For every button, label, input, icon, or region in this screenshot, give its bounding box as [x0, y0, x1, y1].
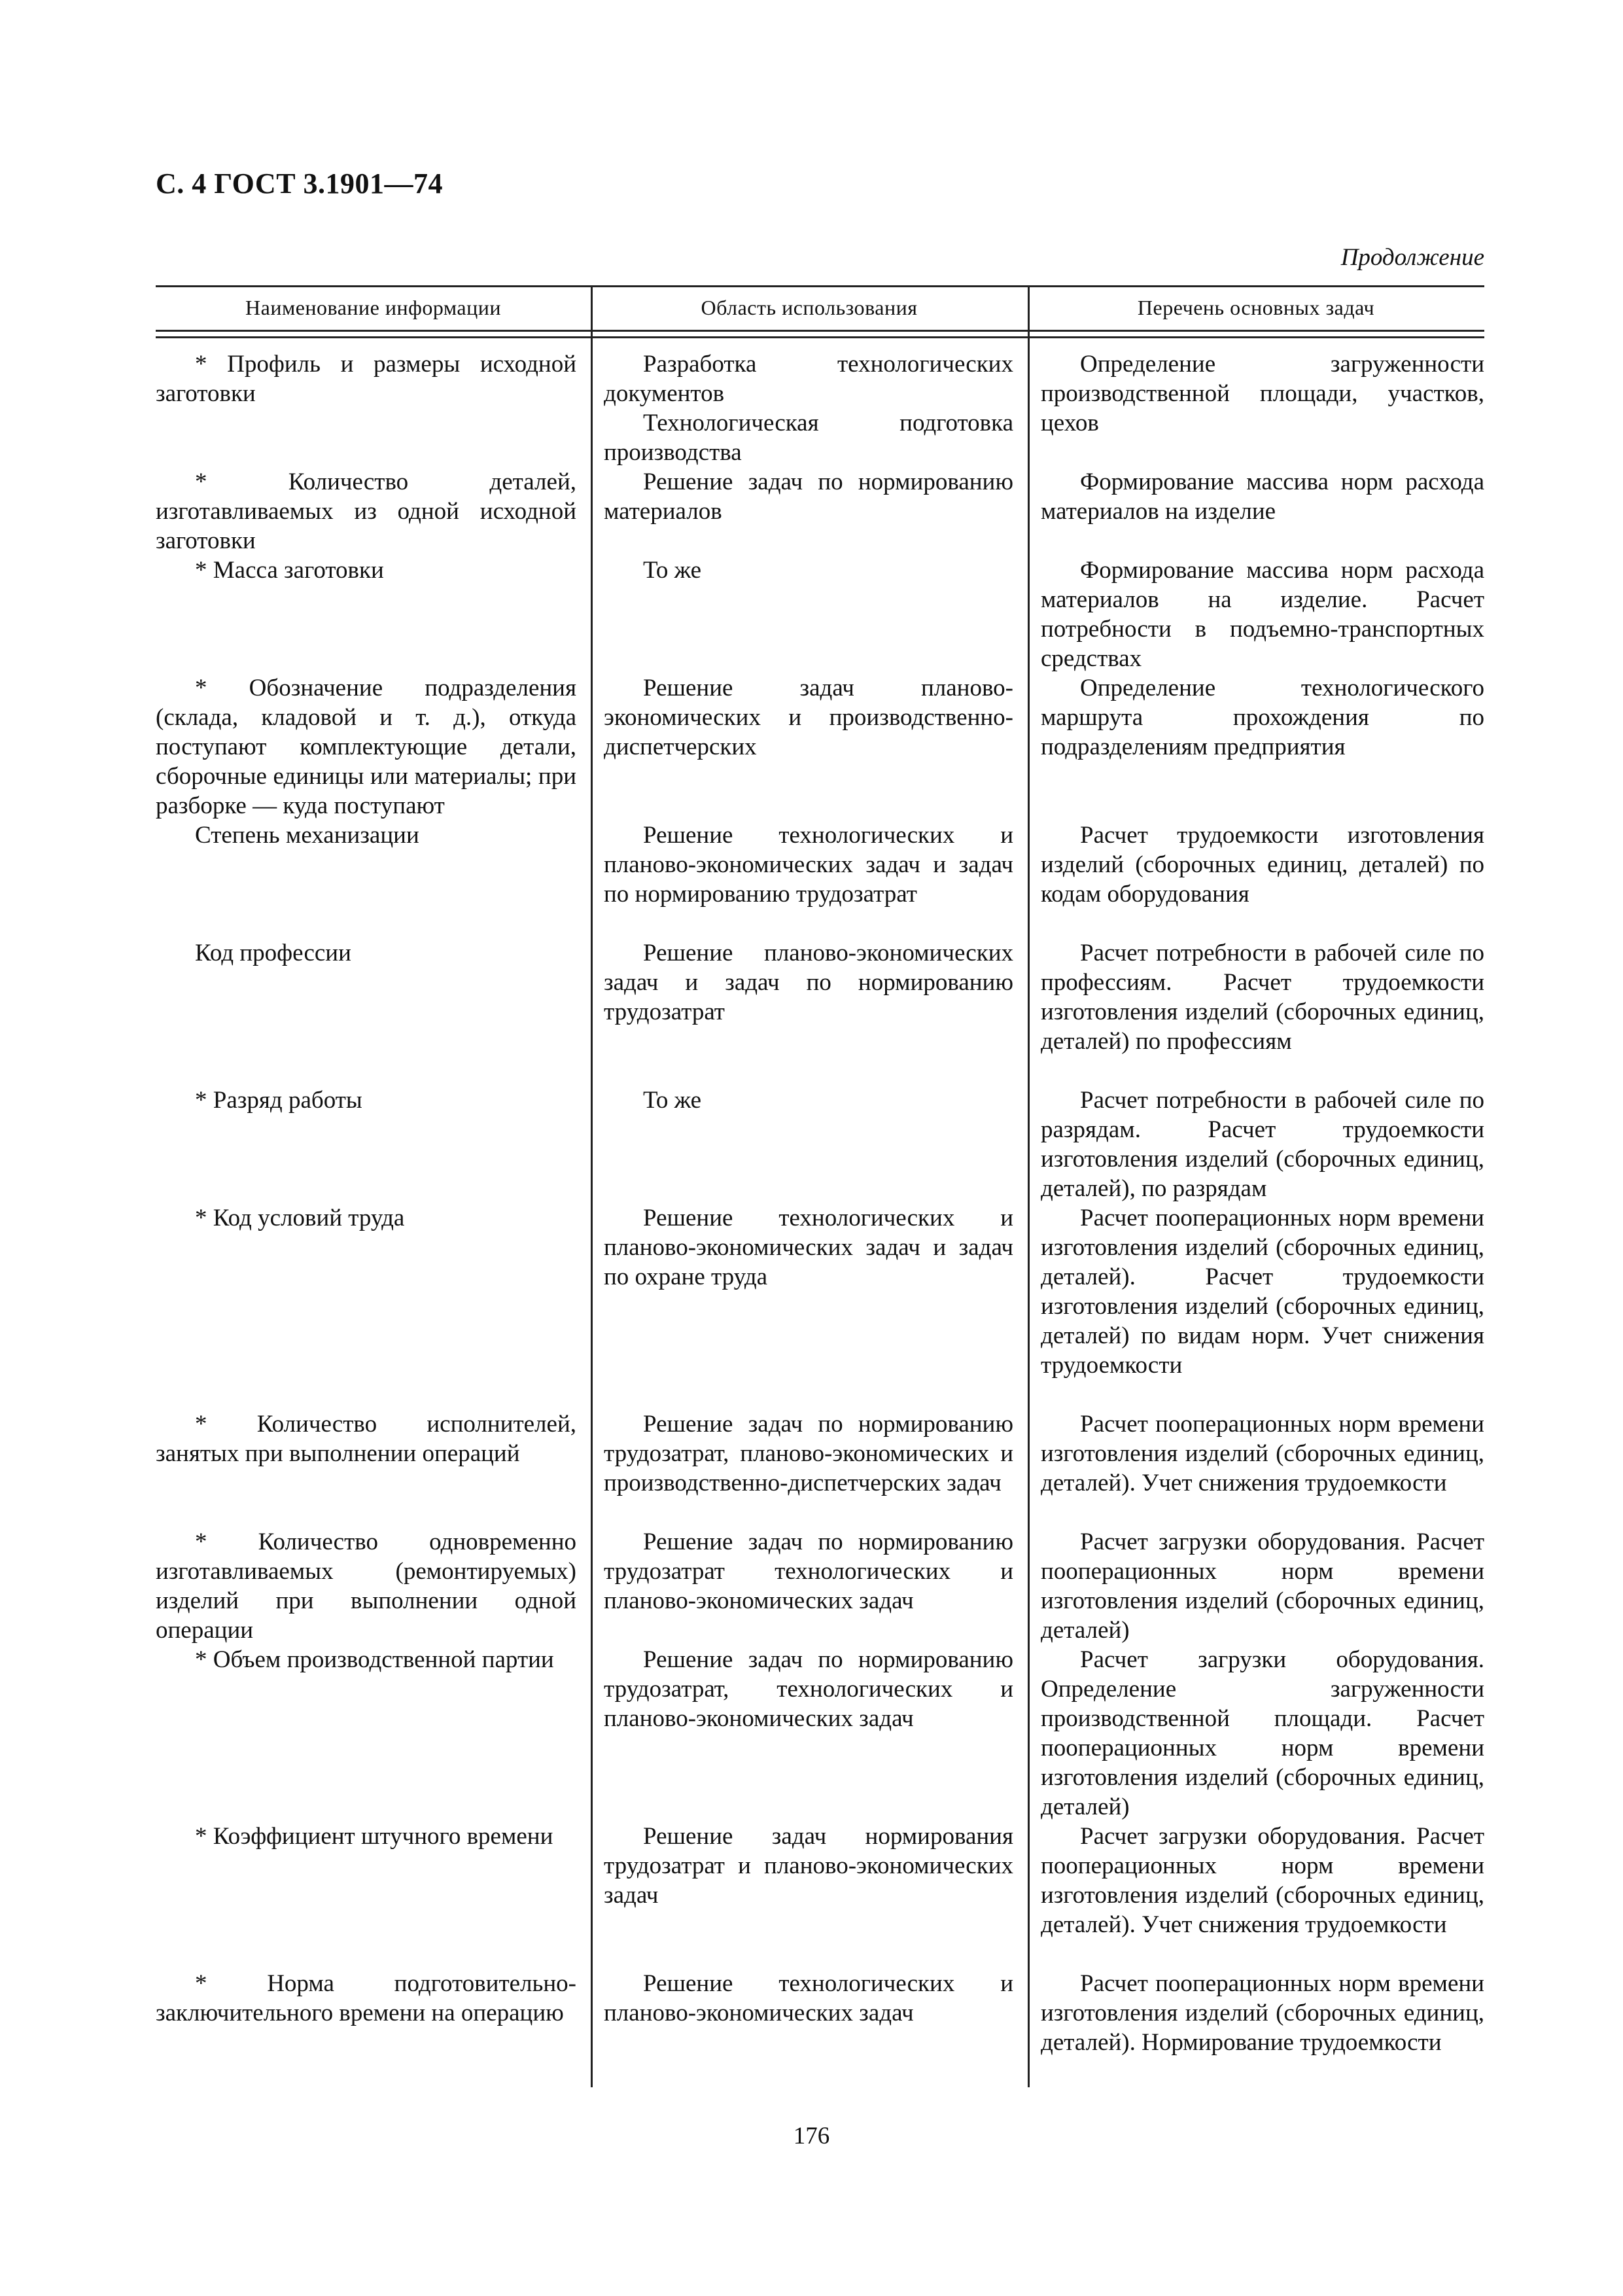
main-tasks-text: Расчет загрузки оборудования. Расчет пооперационных норм времени изготовления изделий (сборочных единиц, деталей) [1041, 1528, 1484, 1644]
info-name-text: * Объем производственной партии [195, 1646, 554, 1673]
info-name-text: * Количество деталей, изготавливаемых из одной исходной заготовки [156, 468, 576, 554]
info-name-text: * Коэффициент штучного времени [195, 1823, 553, 1850]
info-name-text: * Обозначение подразделения (склада, кладовой и т. д.), откуда поступают комплектующие детали, сборочные единицы или материалы; при разборке — куда поступают [156, 675, 576, 819]
info-name-text: * Разряд работы [195, 1087, 362, 1114]
usage-area-text: Технологическая подготовка производства [604, 410, 1013, 466]
table-row [156, 1645, 1484, 1822]
cell-info-name [156, 1645, 591, 1822]
table-row [156, 1409, 1484, 1527]
cell-info-name [156, 556, 591, 673]
cell-usage-area [591, 1409, 1028, 1527]
cell-usage-area [591, 467, 1028, 556]
cell-usage-area [591, 1086, 1028, 1203]
column-header-name: Наименование информации [245, 296, 501, 319]
table-row [156, 1203, 1484, 1409]
cell-info-name [156, 1409, 591, 1527]
usage-area-text: Решение задач нормирования трудозатрат и планово-экономических задач [604, 1823, 1013, 1909]
cell-main-tasks [1028, 1822, 1484, 1969]
main-tasks-text: Расчет потребности в рабочей силе по профессиям. Расчет трудоемкости изготовления изделий (сборочных единиц, деталей) по профессиям [1041, 940, 1484, 1055]
main-tasks-text: Расчет трудоемкости изготовления изделий (сборочных единиц, деталей) по кодам оборудования [1041, 822, 1484, 908]
main-tasks-text: Расчет пооперационных норм времени изготовления изделий (сборочных единиц, деталей). Учет снижения трудоемкости [1041, 1411, 1484, 1496]
cell-usage-area [591, 938, 1028, 1086]
cell-main-tasks [1028, 1969, 1484, 2087]
header-double-rule [156, 336, 1484, 338]
cell-info-name [156, 673, 591, 821]
cell-info-name [156, 1969, 591, 2087]
column-header-usage: Область использования [701, 296, 918, 319]
usage-area-text: Решение технологических и планово-экономических задач [604, 1970, 1013, 2026]
usage-area-text: Решение задач по нормированию материалов [604, 468, 1013, 525]
table-row [156, 1527, 1484, 1645]
info-name-text: * Масса заготовки [195, 557, 384, 584]
usage-area-text: Решение задач по нормированию трудозатрат технологических и планово-экономических задач [604, 1528, 1013, 1614]
main-tasks-text: Формирование массива норм расхода материалов на изделие. Расчет потребности в подъемно-транспортных средствах [1041, 557, 1484, 672]
cell-info-name [156, 1203, 591, 1409]
main-tasks-text: Расчет пооперационных норм времени изготовления изделий (сборочных единиц, деталей). Нормирование трудоемкости [1041, 1970, 1484, 2056]
table-row [156, 1086, 1484, 1203]
info-name-text: Код профессии [195, 940, 351, 966]
cell-info-name [156, 1086, 591, 1203]
cell-usage-area [591, 349, 1028, 467]
cell-main-tasks [1028, 1086, 1484, 1203]
table-row [156, 467, 1484, 556]
cell-usage-area [591, 673, 1028, 821]
info-name-text: * Норма подготовительно-заключительного времени на операцию [156, 1970, 576, 2026]
cell-info-name [156, 938, 591, 1086]
main-tasks-text: Определение загруженности производственной площади, участков, цехов [1041, 351, 1484, 436]
cell-main-tasks [1028, 1409, 1484, 1527]
cell-main-tasks [1028, 938, 1484, 1086]
table-row [156, 1969, 1484, 2087]
cell-usage-area [591, 556, 1028, 673]
continuation-label: Продолжение [1340, 244, 1484, 271]
cell-info-name [156, 1822, 591, 1969]
cell-usage-area [591, 1822, 1028, 1969]
usage-area-text: Решение технологических и планово-экономических задач и задач по охране труда [604, 1205, 1013, 1290]
info-table [156, 285, 1484, 2087]
main-tasks-text: Формирование массива норм расхода материалов на изделие [1041, 468, 1484, 525]
main-tasks-text: Расчет загрузки оборудования. Расчет пооперационных норм времени изготовления изделий (сборочных единиц, деталей). Учет снижения трудоемкости [1041, 1823, 1484, 1938]
cell-usage-area [591, 1203, 1028, 1409]
info-name-text: * Количество исполнителей, занятых при выполнении операций [156, 1411, 576, 1467]
main-tasks-text: Расчет загрузки оборудования. Определение загруженности производственной площади. Расчет пооперационных норм времени изготовления изделий (сборочных единиц, деталей) [1041, 1646, 1484, 1820]
cell-main-tasks [1028, 1527, 1484, 1645]
table-row [156, 673, 1484, 821]
cell-usage-area [591, 1645, 1028, 1822]
page-number: 176 [793, 2123, 830, 2149]
table-row [156, 556, 1484, 673]
usage-area-text: Решение задач по нормированию трудозатрат, технологических и планово-экономических задач [604, 1646, 1013, 1732]
info-name-text: * Количество одновременно изготавливаемых (ремонтируемых) изделий при выполнении одной операции [156, 1528, 576, 1644]
usage-area-text: Решение технологических и планово-экономических задач и задач по нормированию трудозатрат [604, 822, 1013, 908]
cell-usage-area [591, 1527, 1028, 1645]
table-row [156, 821, 1484, 938]
column-header-tasks: Перечень основных задач [1137, 296, 1375, 319]
info-name-text: Степень механизации [195, 822, 419, 849]
cell-main-tasks [1028, 349, 1484, 467]
table-body [156, 349, 1484, 2087]
cell-info-name [156, 349, 591, 467]
cell-usage-area [591, 1969, 1028, 2087]
usage-area-text: То же [643, 557, 702, 584]
usage-area-text: Решение планово-экономических задач и задач по нормированию трудозатрат [604, 940, 1013, 1025]
cell-main-tasks [1028, 673, 1484, 821]
cell-main-tasks [1028, 1645, 1484, 1822]
cell-main-tasks [1028, 1203, 1484, 1409]
main-tasks-text: Расчет потребности в рабочей силе по разрядам. Расчет трудоемкости изготовления изделий (сборочных единиц, деталей), по разрядам [1041, 1087, 1484, 1202]
table-row [156, 1822, 1484, 1969]
header-bottom-rule [156, 330, 1484, 332]
document-header-title: С. 4 ГОСТ 3.1901—74 [156, 168, 444, 200]
usage-area-text: Решение задач планово-экономических и производственно-диспетчерских [604, 675, 1013, 760]
main-tasks-text: Определение технологического маршрута прохождения по подразделениям предприятия [1041, 675, 1484, 760]
cell-main-tasks [1028, 556, 1484, 673]
main-tasks-text: Расчет пооперационных норм времени изготовления изделий (сборочных единиц, деталей). Расчет трудоемкости изготовления изделий (сборочных единиц, деталей) по видам норм. Учет снижения трудоемкости [1041, 1205, 1484, 1379]
cell-info-name [156, 821, 591, 938]
cell-usage-area [591, 821, 1028, 938]
usage-area-text: То же [643, 1087, 702, 1114]
info-name-text: * Профиль и размеры исходной заготовки [156, 351, 576, 407]
table-row [156, 349, 1484, 467]
cell-info-name [156, 1527, 591, 1645]
info-name-text: * Код условий труда [195, 1205, 405, 1231]
cell-main-tasks [1028, 821, 1484, 938]
table-row [156, 938, 1484, 1086]
cell-main-tasks [1028, 467, 1484, 556]
usage-area-text: Разработка технологических документов [604, 351, 1013, 407]
cell-info-name [156, 467, 591, 556]
usage-area-text: Решение задач по нормированию трудозатрат, планово-экономических и производственно-диспетчерских задач [604, 1411, 1013, 1496]
